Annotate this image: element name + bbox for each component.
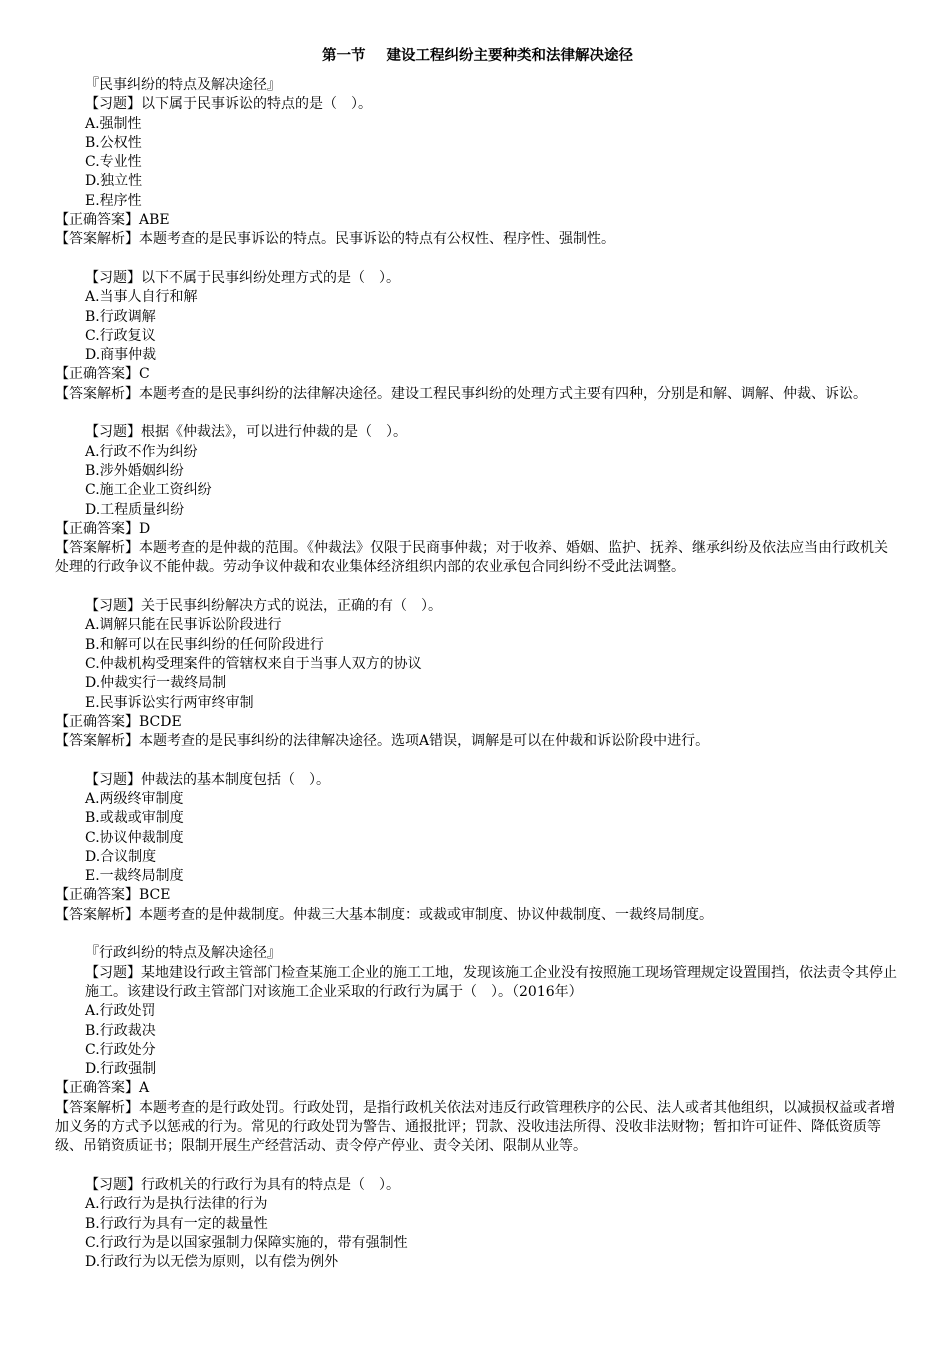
question-text: 【习题】仲裁法的基本制度包括（ ）。: [85, 771, 330, 788]
question-text: 【习题】以下不属于民事纠纷处理方式的是（ ）。: [85, 269, 400, 286]
answer-option: C.行政复议: [85, 327, 156, 344]
exercise-block: [55, 751, 900, 925]
answer-option: A.强制性: [85, 115, 142, 132]
spacer: [55, 751, 900, 770]
answer-analysis: 【答案解析】本题考查的是行政处罚。行政处罚，是指行政机关依法对违反行政管理秩序的公民、法人或者其他组织，以减损权益或者增加义务的方式予以惩戒的行为。常见的行政处罚为警告、通报批评；罚款、没收违法所得、没收非法财物；暂扣许可证件、降低资质等级、吊销资质证书；限制开展生产经营活动、责令停产停业、责令关闭、限制从业等。: [55, 1099, 895, 1155]
answer-option: A.行政行为是执行法律的行为: [85, 1196, 268, 1213]
answer-analysis: 【答案解析】本题考查的是民事纠纷的法律解决途径。选项A错误，调解是可以在仲裁和诉讼阶段中进行。: [55, 733, 710, 750]
correct-answer: 【正确答案】D: [55, 520, 151, 537]
answer-option: E.民事诉讼实行两审终审制: [85, 694, 254, 711]
correct-answer: 【正确答案】A: [55, 1080, 150, 1097]
section-header: 『行政纠纷的特点及解决途径』: [85, 945, 281, 962]
answer-option: D.行政行为以无偿为原则，以有偿为例外: [85, 1254, 339, 1271]
answer-option: C.专业性: [85, 154, 142, 171]
spacer: [55, 404, 900, 423]
answer-option: C.行政行为是以国家强制力保障实施的，带有强制性: [85, 1234, 408, 1251]
exercise-list: [55, 76, 900, 1272]
answer-option: B.公权性: [85, 134, 142, 151]
answer-option: D.商事仲裁: [85, 347, 157, 364]
answer-option: A.行政处罚: [85, 1003, 156, 1020]
answer-option: B.和解可以在民事纠纷的任何阶段进行: [85, 636, 324, 653]
answer-option: D.合议制度: [85, 848, 157, 865]
spacer: [55, 1157, 900, 1176]
answer-option: B.涉外婚姻纠纷: [85, 462, 184, 479]
answer-option: D.工程质量纠纷: [85, 501, 185, 518]
answer-analysis: 【答案解析】本题考查的是民事纠纷的法律解决途径。建设工程民事纠纷的处理方式主要有四种，分别是和解、调解、仲裁、诉讼。: [55, 385, 867, 402]
correct-answer: 【正确答案】BCE: [55, 887, 171, 904]
answer-option: E.一裁终局制度: [85, 868, 184, 885]
question-text: 【习题】关于民事纠纷解决方式的说法，正确的有（ ）。: [85, 598, 442, 615]
section-number: 第一节: [321, 47, 366, 64]
answer-analysis: 【答案解析】本题考查的是仲裁制度。仲裁三大基本制度：或裁或审制度、协议仲裁制度、一裁终局制度。: [55, 906, 713, 923]
answer-option: C.仲裁机构受理案件的管辖权来自于当事人双方的协议: [85, 655, 422, 672]
answer-option: A.调解只能在民事诉讼阶段进行: [85, 617, 282, 634]
answer-option: B.行政裁决: [85, 1022, 156, 1039]
answer-option: E.程序性: [85, 192, 142, 209]
exercise-block: [55, 1157, 900, 1273]
answer-option: C.施工企业工资纠纷: [85, 482, 212, 499]
answer-option: A.两级终审制度: [85, 790, 184, 807]
document-page: [55, 42, 900, 1272]
section-header: 『民事纠纷的特点及解决途径』: [85, 77, 281, 93]
question-text: 【习题】根据《仲裁法》，可以进行仲裁的是（ ）。: [85, 424, 407, 441]
answer-option: B.或裁或审制度: [85, 810, 184, 827]
exercise-block: [55, 76, 900, 250]
exercise-block: [55, 578, 900, 752]
answer-option: B.行政行为具有一定的裁量性: [85, 1215, 268, 1232]
question-text: 【习题】以下属于民事诉讼的特点的是（ ）。: [85, 96, 372, 113]
answer-option: A.行政不作为纠纷: [85, 443, 198, 460]
section-heading: 建设工程纠纷主要种类和法律解决途径: [386, 47, 634, 64]
answer-option: C.行政处分: [85, 1041, 156, 1058]
exercise-block: [55, 250, 900, 404]
exercise-block: [55, 925, 900, 1157]
answer-analysis: 【答案解析】本题考查的是民事诉讼的特点。民事诉讼的特点有公权性、程序性、强制性。: [55, 231, 615, 248]
correct-answer: 【正确答案】C: [55, 366, 150, 383]
page-title: [55, 42, 900, 70]
correct-answer: 【正确答案】BCDE: [55, 713, 182, 730]
answer-option: D.仲裁实行一裁终局制: [85, 675, 227, 692]
question-text: 【习题】某地建设行政主管部门检查某施工企业的施工工地，发现该施工企业没有按照施工现场管理规定设置围挡，依法责令其停止施工。该建设行政主管部门对该施工企业采取的行政行为属于（ ）。（2016年）: [85, 964, 897, 1000]
answer-option: C.协议仲裁制度: [85, 829, 184, 846]
answer-option: D.行政强制: [85, 1061, 157, 1078]
answer-option: D.独立性: [85, 173, 143, 190]
question-text: 【习题】行政机关的行政行为具有的特点是（ ）。: [85, 1176, 400, 1193]
spacer: [55, 925, 900, 944]
spacer: [55, 578, 900, 597]
answer-analysis: 【答案解析】本题考查的是仲裁的范围。《仲裁法》仅限于民商事仲裁；对于收养、婚姻、监护、抚养、继承纠纷及依法应当由行政机关处理的行政争议不能仲裁。劳动争议仲裁和农业集体经济组织内部的农业承包合同纠纷不受此法调整。: [55, 540, 888, 576]
correct-answer: 【正确答案】ABE: [55, 212, 170, 229]
exercise-block: [55, 404, 900, 578]
spacer: [55, 250, 900, 269]
answer-option: A.当事人自行和解: [85, 289, 198, 306]
answer-option: B.行政调解: [85, 308, 156, 325]
